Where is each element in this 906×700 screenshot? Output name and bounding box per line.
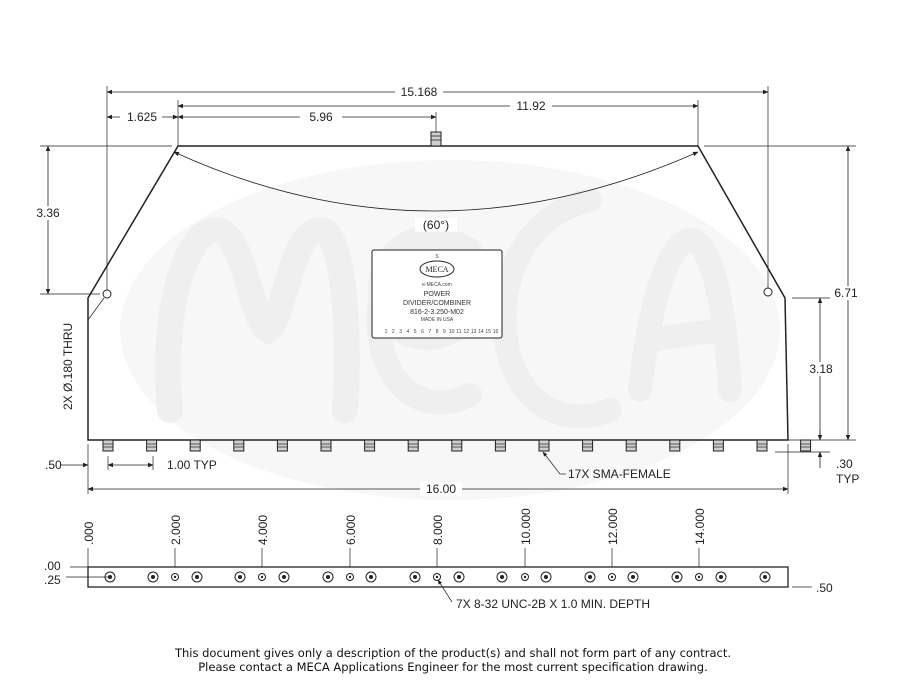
connector-offset-dimension: 5.96	[309, 110, 333, 124]
port-number: 14	[478, 329, 484, 335]
mounting-hole-right	[764, 288, 772, 296]
sma-connector	[365, 440, 375, 451]
port-number: 1	[384, 329, 388, 335]
port-number: 13	[470, 329, 477, 335]
base-length-dimension: 16.00	[425, 482, 457, 496]
port-number: 5	[413, 329, 417, 335]
station-label-row	[82, 508, 707, 567]
port-number: 9	[443, 329, 446, 335]
sma-connector	[583, 440, 593, 451]
port-number: 8	[435, 329, 439, 335]
svg-text:e-MECA.com: e-MECA.com	[422, 282, 452, 288]
overall-width-dimension: 15.168	[400, 85, 438, 99]
sma-connector	[452, 440, 462, 451]
sma-connector	[147, 440, 157, 451]
port-number: 10	[448, 329, 455, 335]
clearance-hole	[760, 572, 770, 582]
sma-connector	[234, 440, 244, 451]
sma-connector	[277, 440, 287, 451]
product-label	[372, 250, 502, 338]
svg-text:MADE IN USA: MADE IN USA	[420, 317, 454, 323]
station-label: 2.000	[169, 514, 183, 545]
clearance-hole	[323, 572, 333, 582]
clearance-hole	[454, 572, 464, 582]
clearance-hole	[672, 572, 682, 582]
mounting-hole-left	[103, 290, 111, 298]
clearance-hole	[148, 572, 158, 582]
angle-label: (60°)	[422, 218, 450, 232]
thru-hole-callout: 2X Ø.180 THRU	[61, 322, 75, 410]
common-port-connector	[431, 132, 441, 146]
svg-text:816-2-3.250-M02: 816-2-3.250-M02	[410, 309, 464, 316]
clearance-hole	[628, 572, 638, 582]
port-number: 12	[463, 329, 470, 335]
clearance-hole	[279, 572, 289, 582]
clearance-hole	[541, 572, 551, 582]
tapped-hole	[172, 574, 179, 581]
y-hole-label: .25	[44, 573, 61, 587]
tapped-hole	[259, 574, 266, 581]
clearance-hole	[192, 572, 202, 582]
port-pitch-dimension: 1.00 TYP	[167, 458, 217, 472]
station-label: 8.000	[431, 514, 445, 545]
sma-connector	[103, 440, 113, 451]
station-label: 14.000	[693, 508, 707, 545]
sma-connector	[495, 440, 505, 451]
port-number: 11	[456, 329, 462, 335]
station-label: 10.000	[519, 508, 533, 545]
clearance-hole	[235, 572, 245, 582]
clearance-hole	[716, 572, 726, 582]
clearance-hole	[410, 572, 420, 582]
angled-height-dimension: 3.36	[36, 206, 60, 220]
connector-height-typ: TYP	[836, 472, 860, 486]
disclaimer-line-2: Please contact a MECA Applications Engineer for the most current specification drawing.	[198, 660, 708, 674]
station-label: 4.000	[256, 514, 270, 545]
port-number: 6	[421, 329, 424, 335]
thickness-label: .50	[816, 581, 833, 595]
port-number: 4	[406, 329, 410, 335]
sma-connector	[190, 440, 200, 451]
sma-connector-callout: 17X SMA-FEMALE	[568, 467, 671, 481]
sma-connector	[670, 440, 680, 451]
clearance-hole	[366, 572, 376, 582]
logo-text: MECA	[425, 265, 449, 274]
port-number: 3	[399, 329, 402, 335]
sma-connector	[539, 440, 549, 451]
clearance-hole	[585, 572, 595, 582]
svg-text:DIVIDER/COMBINER: DIVIDER/COMBINER	[402, 300, 472, 307]
sma-connector	[408, 440, 418, 451]
svg-text:S: S	[435, 254, 439, 260]
tapped-hole	[609, 574, 616, 581]
station-label: 12.000	[606, 508, 620, 545]
tapped-hole	[347, 574, 354, 581]
sma-connector	[321, 440, 331, 451]
tapped-hole	[696, 574, 703, 581]
y-zero-label: .00	[44, 559, 61, 573]
tapped-holes-callout: 7X 8-32 UNC-2B X 1.0 MIN. DEPTH	[456, 597, 651, 611]
port-number: 7	[428, 329, 432, 335]
station-label: .000	[82, 521, 96, 545]
left-offset-dimension: 1.625	[126, 110, 158, 124]
clearance-hole	[497, 572, 507, 582]
sma-connector	[801, 440, 811, 451]
port-number: 2	[391, 329, 395, 335]
overall-height-dimension: 6.71	[834, 286, 858, 300]
port-number: 16	[492, 329, 499, 335]
tapped-hole	[522, 574, 529, 581]
tapped-hole	[434, 574, 441, 581]
lower-height-dimension: 3.18	[809, 362, 833, 376]
sma-connector	[713, 440, 723, 451]
upper-width-dimension: 11.92	[516, 99, 546, 113]
svg-text:POWER: POWER	[423, 291, 451, 298]
sma-connector	[757, 440, 767, 451]
sma-connector	[626, 440, 636, 451]
port-margin-dimension: .50	[45, 458, 62, 472]
disclaimer-line-1: This document gives only a description of the product(s) and shall not form part of any contract.	[174, 646, 732, 660]
station-label: 6.000	[344, 514, 358, 545]
port-number: 15	[485, 329, 491, 335]
connector-height-dimension: .30	[836, 457, 853, 471]
